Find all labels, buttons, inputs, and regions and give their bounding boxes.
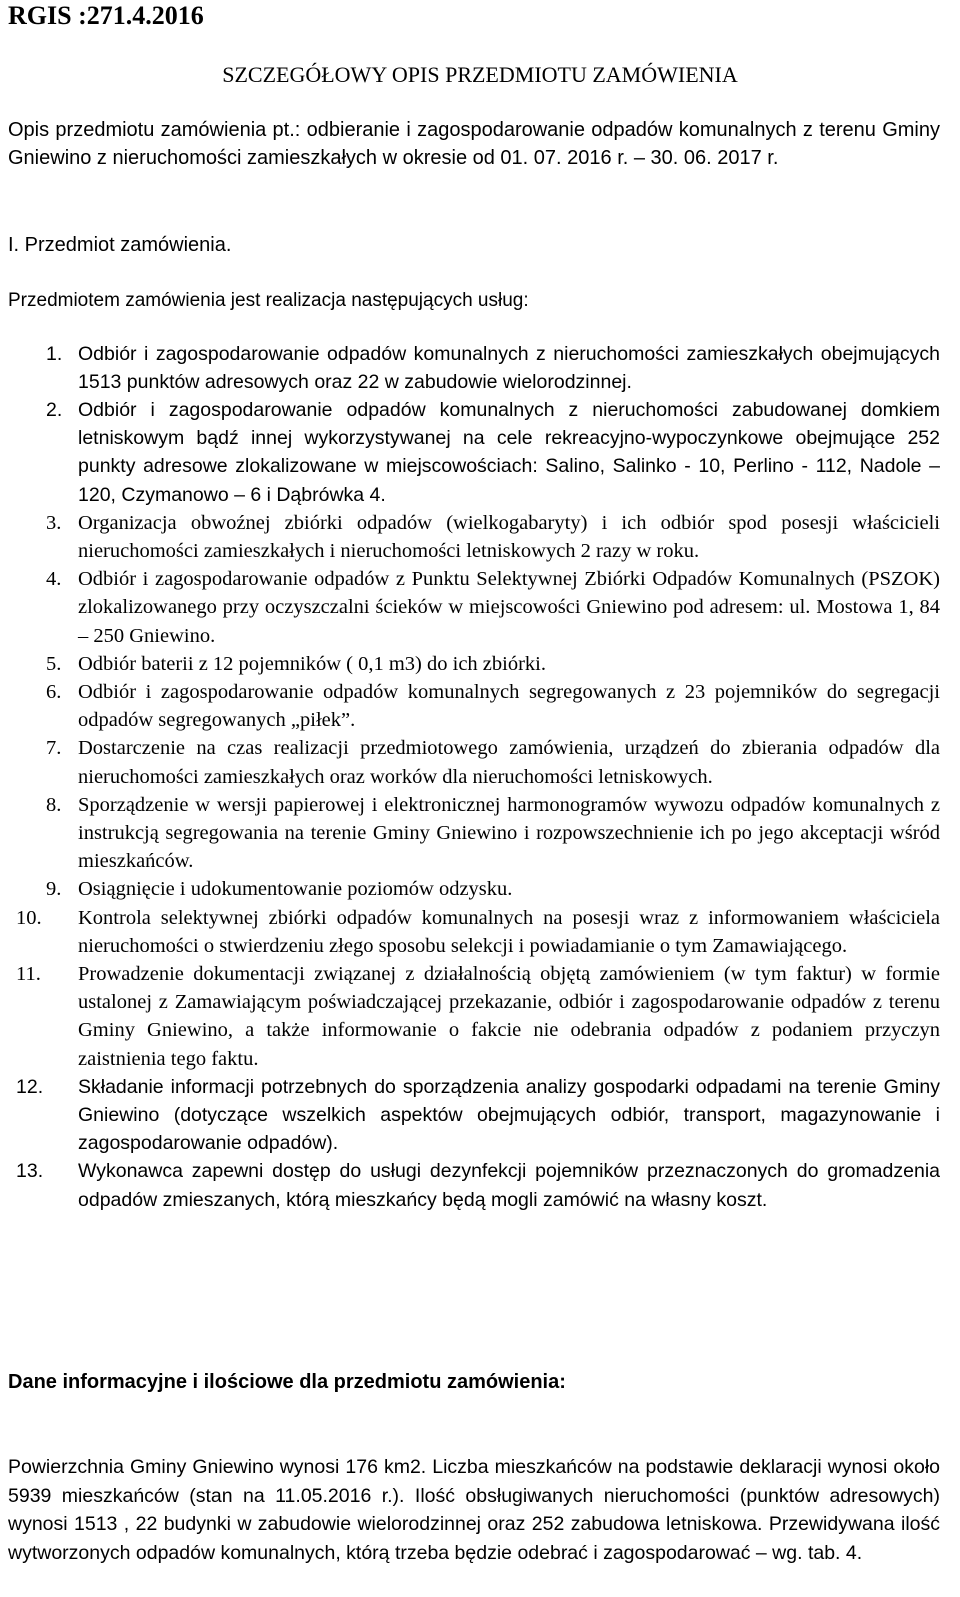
list-item-text: Odbiór i zagospodarowanie odpadów komunalnych segregowanych z 23 pojemników do segregacji odpadów segregowanych „piłek”. [78,681,940,732]
list-item-number: 7. [46,737,62,760]
list-item-text: Odbiór i zagospodarowanie odpadów komunalnych z nieruchomości zabudowanej domkiem letniskowym bądź innej wykorzystywanej na cele rekreacyjno-wypoczynkowe obejmujące 252 punkty adresowe zlokalizowane w miejscowościach: Salino, Salinko - 10, Perlino - 112, Nadole – 120, Czymanowo – 6 i Dąbrówka 4. [78,399,940,506]
list-item-number: 11. [16,963,41,986]
services-list [8,340,940,1214]
section-heading: I. Przedmiot zamówienia. [8,234,232,256]
list-item-text: Odbiór baterii z 12 pojemników ( 0,1 m3) do ich zbiórki. [78,652,546,675]
order-description: Opis przedmiotu zamówienia pt.: odbieranie i zagospodarowanie odpadów komunalnych z terenu Gminy Gniewino z nieruchomości zamieszkałych w okresie od 01. 07. 2016 r. – 30. 06. 2017 r. [8,119,940,169]
data-section-heading: Dane informacyjne i ilościowe dla przedmiotu zamówienia: [8,1371,566,1393]
list-item-text: Składanie informacji potrzebnych do sporządzenia analizy gospodarki odpadami na terenie Gminy Gniewino (dotyczące wszelkich aspektów obejmujących odbiór, transport, magazynowanie i zagospodarowanie odpadów). [78,1075,940,1155]
list-item-number: 5. [46,652,62,675]
list-item-text: Organizacja obwoźnej zbiórki odpadów (wielkogabaryty) i ich odbiór spod posesji właścicieli nieruchomości zamieszkałych i nieruchomości letniskowych 2 razy w roku. [78,511,940,563]
list-item-text: Wykonawca zapewni dostęp do usługi dezynfekcji pojemników przeznaczonych do gromadzenia odpadów zmieszanych, którą mieszkańcy będą mogli zamówić na własny koszt. [78,1160,940,1211]
list-item [8,678,940,734]
list-item-number: 9. [46,878,62,901]
list-item [8,791,940,876]
list-item-text: Odbiór i zagospodarowanie odpadów komunalnych z nieruchomości zamieszkałych obejmujących 1513 punktów adresowych oraz 22 w zabudowie wielorodzinnej. [78,343,940,393]
list-item-text: Odbiór i zagospodarowanie odpadów z Punktu Selektywnej Zbiórki Odpadów Komunalnych (PSZOK) zlokalizowanego przy oczyszczalni ścieków w miejscowości Gniewino pod adresem: ul. Mostowa 1, 84 – 250 Gniewino. [78,568,940,647]
section-intro: Przedmiotem zamówienia jest realizacja następujących usług: [8,290,529,311]
list-item-text: Sporządzenie w wersji papierowej i elektronicznej harmonogramów wywozu odpadów komunalnych z instrukcją segregowania na terenie Gminy Gniewino i rozpowszechnienie ich po jego akceptacji wśród mieszkańców. [78,793,940,873]
list-item-number: 8. [46,793,62,816]
list-item-number: 10. [16,906,42,929]
list-item-text: Dostarczenie na czas realizacji przedmiotowego zamówienia, urządzeń do zbierania odpadów dla nieruchomości zamieszkałych oraz worków dla nieruchomości letniskowych. [78,737,940,788]
list-item-text: Kontrola selektywnej zbiórki odpadów komunalnych na posesji wraz z informowaniem właściciela nieruchomości o stwierdzeniu złego sposobu selekcji i powiadamianie o tym Zamawiającego. [78,906,940,957]
list-item [8,650,940,678]
list-item-number: 6. [46,681,62,704]
list-item-number: 12. [16,1075,44,1098]
list-item-text: Prowadzenie dokumentacji związanej z działalnością objętą zamówieniem (w tym faktur) w formie ustalonej z Zamawiającym poświadczającej przekazanie, odbiór i zagospodarowanie odpadów z terenu Gminy Gniewino, a także informowanie o fakcie nie odebrania odpadów z podaniem przyczyn zaistnienia tego faktu. [78,963,940,1070]
list-item [8,904,940,960]
list-item [8,340,940,396]
list-item [8,396,940,509]
list-item-number: 3. [46,511,62,534]
list-item [8,734,940,790]
document-title: SZCZEGÓŁOWY OPIS PRZEDMIOTU ZAMÓWIENIA [222,62,738,87]
list-item [8,509,940,565]
list-item [8,1157,940,1213]
data-section-text: Powierzchnia Gminy Gniewino wynosi 176 km2. Liczba mieszkańców na podstawie deklaracji wynosi około 5939 mieszkańców (stan na 11.05.2016 r.). Ilość obsługiwanych nieruchomości (punktów adresowych) wynosi 1513 , 22 budynki w zabudowie wielorodzinnej oraz 252 zabudowa letniskowa. Przewidywana ilość wytworzonych odpadów komunalnych, którą trzeba będzie odebrać i zagospodarować – wg. tab. 4. [8,1456,940,1564]
list-item [8,960,940,1073]
list-item-number: 1. [46,343,63,365]
list-item [8,1073,940,1158]
list-item-number: 4. [46,568,62,591]
document-reference-number: RGIS :271.4.2016 [8,1,204,30]
list-item-number: 13. [16,1160,44,1183]
list-item [8,565,940,650]
list-item-number: 2. [46,399,63,421]
list-item-text: Osiągnięcie i udokumentowanie poziomów odzysku. [78,878,513,901]
list-item [8,875,940,903]
